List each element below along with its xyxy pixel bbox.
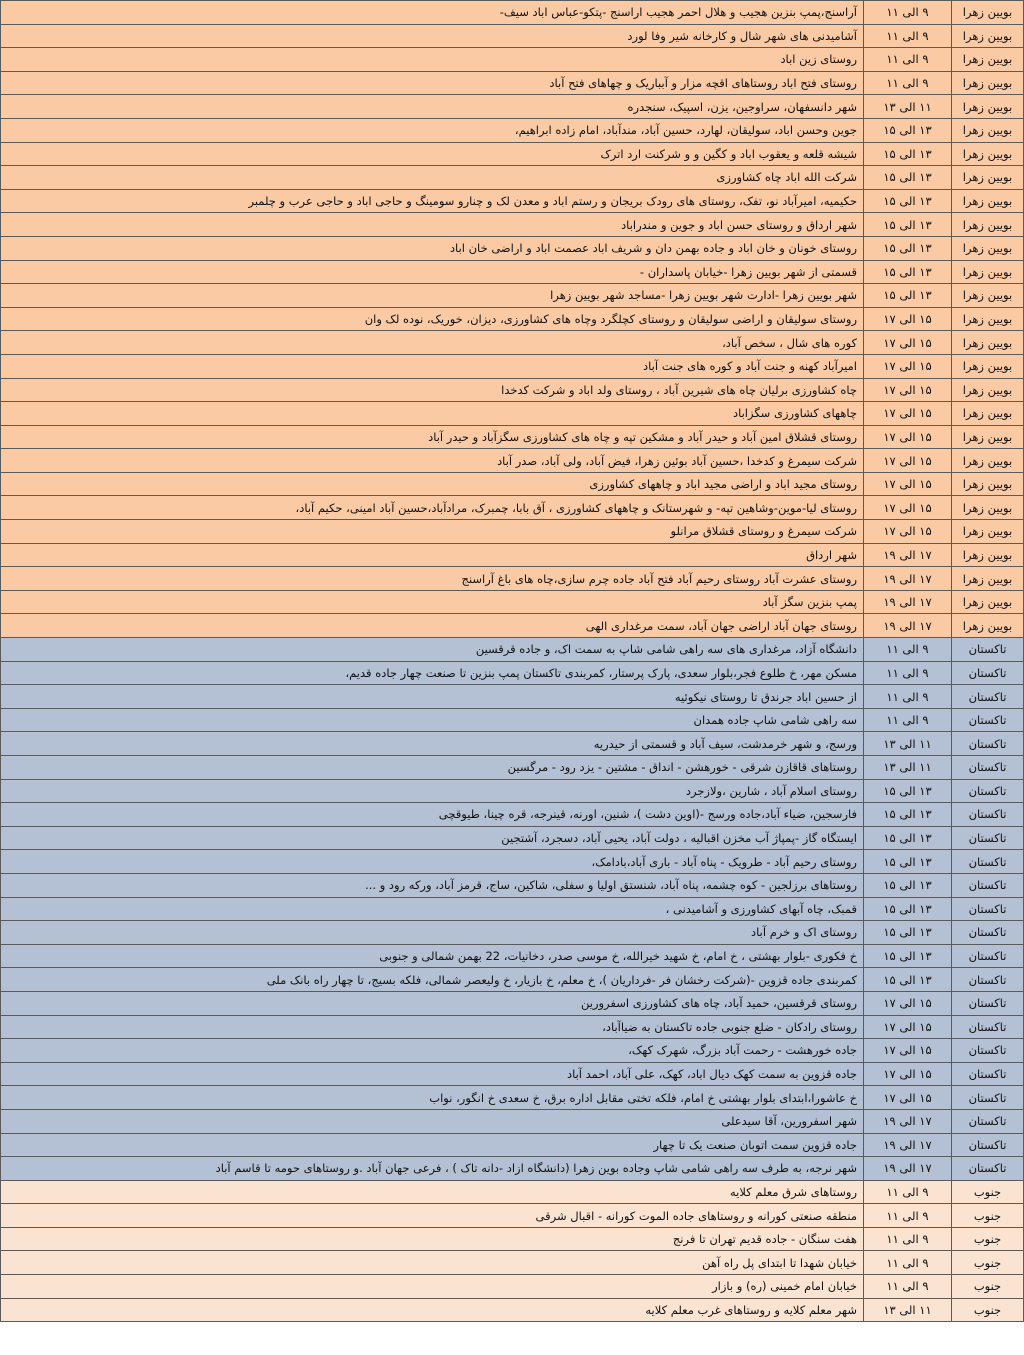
time-slot-cell: ۱۵ الی ۱۷ bbox=[864, 496, 952, 520]
area-cell: ایستگاه گاز -پمپاژ آب مخزن اقبالیه ، دولت آباد، یحیی آباد، دسجرد، آشتجین bbox=[1, 826, 864, 850]
time-slot-cell: ۱۷ الی ۱۹ bbox=[864, 1109, 952, 1133]
table-row bbox=[1, 921, 1024, 945]
time-slot-cell: ۱۳ الی ۱۵ bbox=[864, 236, 952, 260]
area-cell: روستای لیا-موین-وشاهین تپه- و شهرستانک و چاههای کشاورزی ، آق بابا، چمبرک، مرادآباد،حسین آباد امینی، حکیم آباد، bbox=[1, 496, 864, 520]
table-row bbox=[1, 1015, 1024, 1039]
time-slot-cell: ۱۳ الی ۱۵ bbox=[864, 803, 952, 827]
city-cell: تاکستان bbox=[952, 756, 1024, 780]
time-slot-cell: ۹ الی ۱۱ bbox=[864, 1180, 952, 1204]
time-slot-cell: ۱۱ الی ۱۳ bbox=[864, 95, 952, 119]
city-cell: بویین زهرا bbox=[952, 95, 1024, 119]
area-cell: روستای رحیم آباد - طرویک - پناه آباد - باری آباد،بادامک، bbox=[1, 850, 864, 874]
city-cell: بویین زهرا bbox=[952, 260, 1024, 284]
area-cell: خیابان امام خمینی (ره) و بازار bbox=[1, 1275, 864, 1299]
table-row bbox=[1, 708, 1024, 732]
city-cell: تاکستان bbox=[952, 850, 1024, 874]
area-cell: آراسنج،پمپ بنزین هجیب و هلال احمر هجیب اراسنج -پتکو-عباس اباد سیف- bbox=[1, 1, 864, 25]
city-cell: بویین زهرا bbox=[952, 24, 1024, 48]
area-cell: امیرآباد کهنه و جنت آباد و کوره های جنت آباد bbox=[1, 354, 864, 378]
city-cell: تاکستان bbox=[952, 897, 1024, 921]
table-row bbox=[1, 95, 1024, 119]
time-slot-cell: ۱۵ الی ۱۷ bbox=[864, 425, 952, 449]
table-row bbox=[1, 260, 1024, 284]
city-cell: بویین زهرا bbox=[952, 48, 1024, 72]
city-cell: تاکستان bbox=[952, 638, 1024, 662]
city-cell: تاکستان bbox=[952, 708, 1024, 732]
table-row bbox=[1, 425, 1024, 449]
city-cell: تاکستان bbox=[952, 1039, 1024, 1063]
city-cell: بویین زهرا bbox=[952, 425, 1024, 449]
time-slot-cell: ۹ الی ۱۱ bbox=[864, 1204, 952, 1228]
time-slot-cell: ۱۷ الی ۱۹ bbox=[864, 543, 952, 567]
area-cell: روستاهای برزلجین - کوه چشمه، پناه آباد، شنستق اولیا و سفلی، شاکین، ساج، قرمز آباد، ورکه رود و ... bbox=[1, 873, 864, 897]
time-slot-cell: ۱۵ الی ۱۷ bbox=[864, 378, 952, 402]
city-cell: تاکستان bbox=[952, 873, 1024, 897]
table-row bbox=[1, 850, 1024, 874]
table-row bbox=[1, 1133, 1024, 1157]
city-cell: جنوب bbox=[952, 1180, 1024, 1204]
area-cell: روستاهای شرق معلم کلایه bbox=[1, 1180, 864, 1204]
time-slot-cell: ۱۳ الی ۱۵ bbox=[864, 850, 952, 874]
area-cell: روستای اسلام آباد ، شارین ،ولازجرد bbox=[1, 779, 864, 803]
city-cell: بویین زهرا bbox=[952, 496, 1024, 520]
time-slot-cell: ۱۵ الی ۱۷ bbox=[864, 472, 952, 496]
area-cell: هفت سنگان - جاده قدیم تهران تا فرنج bbox=[1, 1227, 864, 1251]
city-cell: تاکستان bbox=[952, 1157, 1024, 1181]
table-row bbox=[1, 1298, 1024, 1322]
table-row bbox=[1, 1227, 1024, 1251]
time-slot-cell: ۱۵ الی ۱۷ bbox=[864, 1039, 952, 1063]
city-cell: بویین زهرا bbox=[952, 449, 1024, 473]
city-cell: بویین زهرا bbox=[952, 284, 1024, 308]
table-row bbox=[1, 638, 1024, 662]
area-cell: چاههای کشاورزی سگزاباد bbox=[1, 402, 864, 426]
area-cell: چاه کشاورزی برلیان چاه های شیرین آباد ، روستای ولد اباد و شرکت کدخدا bbox=[1, 378, 864, 402]
time-slot-cell: ۱۵ الی ۱۷ bbox=[864, 1062, 952, 1086]
area-cell: خ عاشورا،ابتدای بلوار بهشتی خ امام، فلکه تختی مقابل اداره برق، خ سعدی خ انگور، نواب bbox=[1, 1086, 864, 1110]
table-row bbox=[1, 378, 1024, 402]
city-cell: جنوب bbox=[952, 1275, 1024, 1299]
time-slot-cell: ۹ الی ۱۱ bbox=[864, 685, 952, 709]
area-cell: فارسجین، ضیاء آباد،جاده ورسج -(اوین دشت )، شنین، اورنه، قینرجه، قره چینا، طیوقچی bbox=[1, 803, 864, 827]
table-body bbox=[1, 1, 1024, 1322]
area-cell: روستای اک و خرم آباد bbox=[1, 921, 864, 945]
city-cell: تاکستان bbox=[952, 779, 1024, 803]
time-slot-cell: ۱۳ الی ۱۵ bbox=[864, 968, 952, 992]
city-cell: بویین زهرا bbox=[952, 166, 1024, 190]
city-cell: بویین زهرا bbox=[952, 354, 1024, 378]
time-slot-cell: ۹ الی ۱۱ bbox=[864, 1251, 952, 1275]
city-cell: بویین زهرا bbox=[952, 118, 1024, 142]
table-row bbox=[1, 685, 1024, 709]
time-slot-cell: ۱۷ الی ۱۹ bbox=[864, 1157, 952, 1181]
area-cell: جاده قزوین سمت اتوبان صنعت یک تا چهار bbox=[1, 1133, 864, 1157]
table-row bbox=[1, 1275, 1024, 1299]
table-row bbox=[1, 189, 1024, 213]
table-row bbox=[1, 520, 1024, 544]
table-row bbox=[1, 826, 1024, 850]
table-row bbox=[1, 1157, 1024, 1181]
city-cell: جنوب bbox=[952, 1227, 1024, 1251]
table-row bbox=[1, 402, 1024, 426]
city-cell: تاکستان bbox=[952, 991, 1024, 1015]
table-row bbox=[1, 873, 1024, 897]
time-slot-cell: ۱۳ الی ۱۵ bbox=[864, 189, 952, 213]
table-row bbox=[1, 567, 1024, 591]
city-cell: بویین زهرا bbox=[952, 378, 1024, 402]
city-cell: بویین زهرا bbox=[952, 213, 1024, 237]
table-row bbox=[1, 1039, 1024, 1063]
area-cell: شهر ارداق و روستای حسن اباد و جوین و مندراباد bbox=[1, 213, 864, 237]
area-cell: ورسج، و شهر خرمدشت، سیف آباد و قسمتی از حیدریه bbox=[1, 732, 864, 756]
area-cell: مسکن مهر، خ طلوع فجر،بلوار سعدی، پارک پرستار، کمربندی تاکستان پمپ بنزین تا صنعت چهار جاده قدیم، bbox=[1, 661, 864, 685]
city-cell: بویین زهرا bbox=[952, 590, 1024, 614]
area-cell: از حسین اباد جرندق تا روستای نیکوئیه bbox=[1, 685, 864, 709]
city-cell: تاکستان bbox=[952, 1062, 1024, 1086]
area-cell: حکیمیه، امیرآباد نو، تفک، روستای های رودک بریجان و رستم اباد و معدن لک و چنارو سومینگ و حاجی اباد و حاجی عرب و چلمبر bbox=[1, 189, 864, 213]
area-cell: شیشه قلعه و یعقوب اباد و کگین و و شرکنت ارد اترک bbox=[1, 142, 864, 166]
table-row bbox=[1, 756, 1024, 780]
area-cell: روستای قشلاق امین آباد و حیدر آباد و مشکین تپه و چاه های کشاورزی سگزآباد و حیدر آباد bbox=[1, 425, 864, 449]
area-cell: شرکت الله اباد چاه کشاورزی bbox=[1, 166, 864, 190]
city-cell: بویین زهرا bbox=[952, 402, 1024, 426]
area-cell: قسمتی از شهر بویین زهرا -خیابان پاسداران - bbox=[1, 260, 864, 284]
table-row bbox=[1, 614, 1024, 638]
city-cell: تاکستان bbox=[952, 968, 1024, 992]
city-cell: تاکستان bbox=[952, 1109, 1024, 1133]
area-cell: سه راهی شامی شاپ جاده همدان bbox=[1, 708, 864, 732]
city-cell: بویین زهرا bbox=[952, 520, 1024, 544]
area-cell: منطقه صنعتی کورانه و روستاهای جاده الموت کورانه - اقبال شرقی bbox=[1, 1204, 864, 1228]
area-cell: آشامیدنی های شهر شال و کارخانه شیر وفا لورد bbox=[1, 24, 864, 48]
time-slot-cell: ۱۷ الی ۱۹ bbox=[864, 590, 952, 614]
city-cell: بویین زهرا bbox=[952, 472, 1024, 496]
area-cell: شهر ارداق bbox=[1, 543, 864, 567]
table-row bbox=[1, 779, 1024, 803]
city-cell: بویین زهرا bbox=[952, 71, 1024, 95]
time-slot-cell: ۹ الی ۱۱ bbox=[864, 1, 952, 25]
area-cell: روستای عشرت آباد روستای رحیم آباد فتح آباد جاده چرم سازی،چاه های باغ آراسنج bbox=[1, 567, 864, 591]
area-cell: روستای مجید اباد و اراضی مجید اباد و چاههای کشاورزی bbox=[1, 472, 864, 496]
table-row bbox=[1, 48, 1024, 72]
city-cell: بویین زهرا bbox=[952, 543, 1024, 567]
time-slot-cell: ۱۳ الی ۱۵ bbox=[864, 873, 952, 897]
area-cell: روستای خونان و خان اباد و جاده بهمن دان و شریف اباد عصمت اباد و اراضی خان اباد bbox=[1, 236, 864, 260]
table-row bbox=[1, 590, 1024, 614]
table-row bbox=[1, 496, 1024, 520]
area-cell: روستای رادکان - ضلع جنوبی جاده تاکستان به ضیاآباد، bbox=[1, 1015, 864, 1039]
table-row bbox=[1, 732, 1024, 756]
table-row bbox=[1, 991, 1024, 1015]
table-row bbox=[1, 1251, 1024, 1275]
time-slot-cell: ۹ الی ۱۱ bbox=[864, 661, 952, 685]
table-row bbox=[1, 543, 1024, 567]
table-row bbox=[1, 944, 1024, 968]
table-row bbox=[1, 142, 1024, 166]
table-row bbox=[1, 213, 1024, 237]
area-cell: شهر بویین زهرا -ادارت شهر بویین زهرا -مساجد شهر بویین زهرا bbox=[1, 284, 864, 308]
table-row bbox=[1, 1, 1024, 25]
table-row bbox=[1, 968, 1024, 992]
time-slot-cell: ۹ الی ۱۱ bbox=[864, 1275, 952, 1299]
area-cell: خ فکوری -بلوار بهشتی ، خ امام، خ شهید خیرالله، خ موسی صدر، دخانیات، 22 بهمن شمالی و جنوبی bbox=[1, 944, 864, 968]
time-slot-cell: ۱۵ الی ۱۷ bbox=[864, 520, 952, 544]
table-row bbox=[1, 803, 1024, 827]
city-cell: تاکستان bbox=[952, 732, 1024, 756]
time-slot-cell: ۱۷ الی ۱۹ bbox=[864, 1133, 952, 1157]
time-slot-cell: ۹ الی ۱۱ bbox=[864, 71, 952, 95]
time-slot-cell: ۱۵ الی ۱۷ bbox=[864, 1086, 952, 1110]
table-row bbox=[1, 472, 1024, 496]
area-cell: کمربندی جاده قزوین -(شرکت رخشان فر -فرداریان )، خ معلم، خ بازیار، خ ولیعصر شمالی، فلکه بسیج، تا چهار راه بانک ملی bbox=[1, 968, 864, 992]
city-cell: بویین زهرا bbox=[952, 567, 1024, 591]
time-slot-cell: ۱۷ الی ۱۹ bbox=[864, 567, 952, 591]
time-slot-cell: ۱۳ الی ۱۵ bbox=[864, 944, 952, 968]
table-row bbox=[1, 1062, 1024, 1086]
time-slot-cell: ۱۵ الی ۱۷ bbox=[864, 331, 952, 355]
city-cell: تاکستان bbox=[952, 826, 1024, 850]
time-slot-cell: ۹ الی ۱۱ bbox=[864, 48, 952, 72]
time-slot-cell: ۱۳ الی ۱۵ bbox=[864, 213, 952, 237]
time-slot-cell: ۱۳ الی ۱۵ bbox=[864, 921, 952, 945]
time-slot-cell: ۱۳ الی ۱۵ bbox=[864, 826, 952, 850]
area-cell: روستای زین اباد bbox=[1, 48, 864, 72]
area-cell: روستای سولیقان و اراضی سولیقان و روستای کچلگرد وچاه های کشاورزی، دیزان، خوریک، نوده لک وان bbox=[1, 307, 864, 331]
time-slot-cell: ۹ الی ۱۱ bbox=[864, 1227, 952, 1251]
table-row bbox=[1, 1180, 1024, 1204]
area-cell: روستای فتح اباد روستاهای اقچه مزار و آبباریک و چهاهای فتح آباد bbox=[1, 71, 864, 95]
area-cell: جوین وحسن اباد، سولیقان، لهارد، حسین آباد، مندآباد، امام زاده ابراهیم، bbox=[1, 118, 864, 142]
table-row bbox=[1, 331, 1024, 355]
time-slot-cell: ۱۵ الی ۱۷ bbox=[864, 1015, 952, 1039]
table-row bbox=[1, 661, 1024, 685]
city-cell: بویین زهرا bbox=[952, 236, 1024, 260]
time-slot-cell: ۱۱ الی ۱۳ bbox=[864, 732, 952, 756]
time-slot-cell: ۱۳ الی ۱۵ bbox=[864, 897, 952, 921]
city-cell: تاکستان bbox=[952, 1086, 1024, 1110]
city-cell: تاکستان bbox=[952, 685, 1024, 709]
area-cell: پمپ بنزین سگز آباد bbox=[1, 590, 864, 614]
city-cell: بویین زهرا bbox=[952, 189, 1024, 213]
time-slot-cell: ۱۱ الی ۱۳ bbox=[864, 1298, 952, 1322]
time-slot-cell: ۱۳ الی ۱۵ bbox=[864, 779, 952, 803]
city-cell: تاکستان bbox=[952, 1015, 1024, 1039]
time-slot-cell: ۱۷ الی ۱۹ bbox=[864, 614, 952, 638]
city-cell: بویین زهرا bbox=[952, 331, 1024, 355]
table-row bbox=[1, 71, 1024, 95]
area-cell: شهر معلم کلایه و روستاهای غرب معلم کلایه bbox=[1, 1298, 864, 1322]
table-row bbox=[1, 166, 1024, 190]
city-cell: بویین زهرا bbox=[952, 142, 1024, 166]
table-row bbox=[1, 1109, 1024, 1133]
area-cell: جاده خورهشت - رحمت آباد بزرگ، شهرک کهک، bbox=[1, 1039, 864, 1063]
area-cell: روستای قرقسین، حمید آباد، چاه های کشاورزی اسفرورین bbox=[1, 991, 864, 1015]
table-row bbox=[1, 24, 1024, 48]
time-slot-cell: ۹ الی ۱۱ bbox=[864, 638, 952, 662]
area-cell: قمبک، چاه آبهای کشاورزی و آشامیدنی ، bbox=[1, 897, 864, 921]
table-row bbox=[1, 1204, 1024, 1228]
area-cell: شهر نرجه، به طرف سه راهی شامی شاپ وجاده بوین زهرا (دانشگاه ازاد -دانه تاک ) ، فرعی جهان آباد .و روستاهای حومه تا قاسم آباد bbox=[1, 1157, 864, 1181]
time-slot-cell: ۱۱ الی ۱۳ bbox=[864, 756, 952, 780]
time-slot-cell: ۱۵ الی ۱۷ bbox=[864, 354, 952, 378]
area-cell: روستاهای قاقازن شرقی - خورهشن - انداق - مشتین - یزد رود - مرگسین bbox=[1, 756, 864, 780]
time-slot-cell: ۹ الی ۱۱ bbox=[864, 24, 952, 48]
table-row bbox=[1, 307, 1024, 331]
city-cell: جنوب bbox=[952, 1204, 1024, 1228]
area-cell: شهر دانسفهان، سراوجین، یزن، اسپیک، سنجدره bbox=[1, 95, 864, 119]
area-cell: کوره های شال ، سخص آباد، bbox=[1, 331, 864, 355]
area-cell: شهر اسفرورین، آقا سیدعلی bbox=[1, 1109, 864, 1133]
table-row bbox=[1, 1086, 1024, 1110]
area-cell: دانشگاه آزاد، مرغداری های سه راهی شامی شاپ به سمت اک، و جاده قرقسین bbox=[1, 638, 864, 662]
city-cell: تاکستان bbox=[952, 1133, 1024, 1157]
area-cell: شرکت سیمرغ و کدخدا ،حسین آباد بوئین زهرا، فیض آباد، ولی آباد، صدر آباد bbox=[1, 449, 864, 473]
time-slot-cell: ۱۳ الی ۱۵ bbox=[864, 142, 952, 166]
table-row bbox=[1, 354, 1024, 378]
area-cell: روستای جهان آباد اراضی جهان آباد، سمت مرغداری الهی bbox=[1, 614, 864, 638]
city-cell: تاکستان bbox=[952, 803, 1024, 827]
area-cell: جاده قزوین به سمت کهک دیال اباد، کهک، علی آباد، احمد آباد bbox=[1, 1062, 864, 1086]
time-slot-cell: ۱۳ الی ۱۵ bbox=[864, 260, 952, 284]
table-row bbox=[1, 236, 1024, 260]
city-cell: بویین زهرا bbox=[952, 614, 1024, 638]
area-cell: خیابان شهدا تا ابتدای پل راه آهن bbox=[1, 1251, 864, 1275]
table-row bbox=[1, 118, 1024, 142]
city-cell: تاکستان bbox=[952, 944, 1024, 968]
city-cell: جنوب bbox=[952, 1251, 1024, 1275]
city-cell: تاکستان bbox=[952, 661, 1024, 685]
table-row bbox=[1, 897, 1024, 921]
table-row bbox=[1, 284, 1024, 308]
table-row bbox=[1, 449, 1024, 473]
time-slot-cell: ۱۳ الی ۱۵ bbox=[864, 166, 952, 190]
city-cell: تاکستان bbox=[952, 921, 1024, 945]
time-slot-cell: ۱۵ الی ۱۷ bbox=[864, 991, 952, 1015]
city-cell: جنوب bbox=[952, 1298, 1024, 1322]
area-cell: شرکت سیمرغ و روستای قشلاق مرانلو bbox=[1, 520, 864, 544]
time-slot-cell: ۱۳ الی ۱۵ bbox=[864, 284, 952, 308]
time-slot-cell: ۱۵ الی ۱۷ bbox=[864, 449, 952, 473]
time-slot-cell: ۹ الی ۱۱ bbox=[864, 708, 952, 732]
city-cell: بویین زهرا bbox=[952, 307, 1024, 331]
time-slot-cell: ۱۳ الی ۱۵ bbox=[864, 118, 952, 142]
city-cell: بویین زهرا bbox=[952, 1, 1024, 25]
time-slot-cell: ۱۵ الی ۱۷ bbox=[864, 402, 952, 426]
time-slot-cell: ۱۵ الی ۱۷ bbox=[864, 307, 952, 331]
